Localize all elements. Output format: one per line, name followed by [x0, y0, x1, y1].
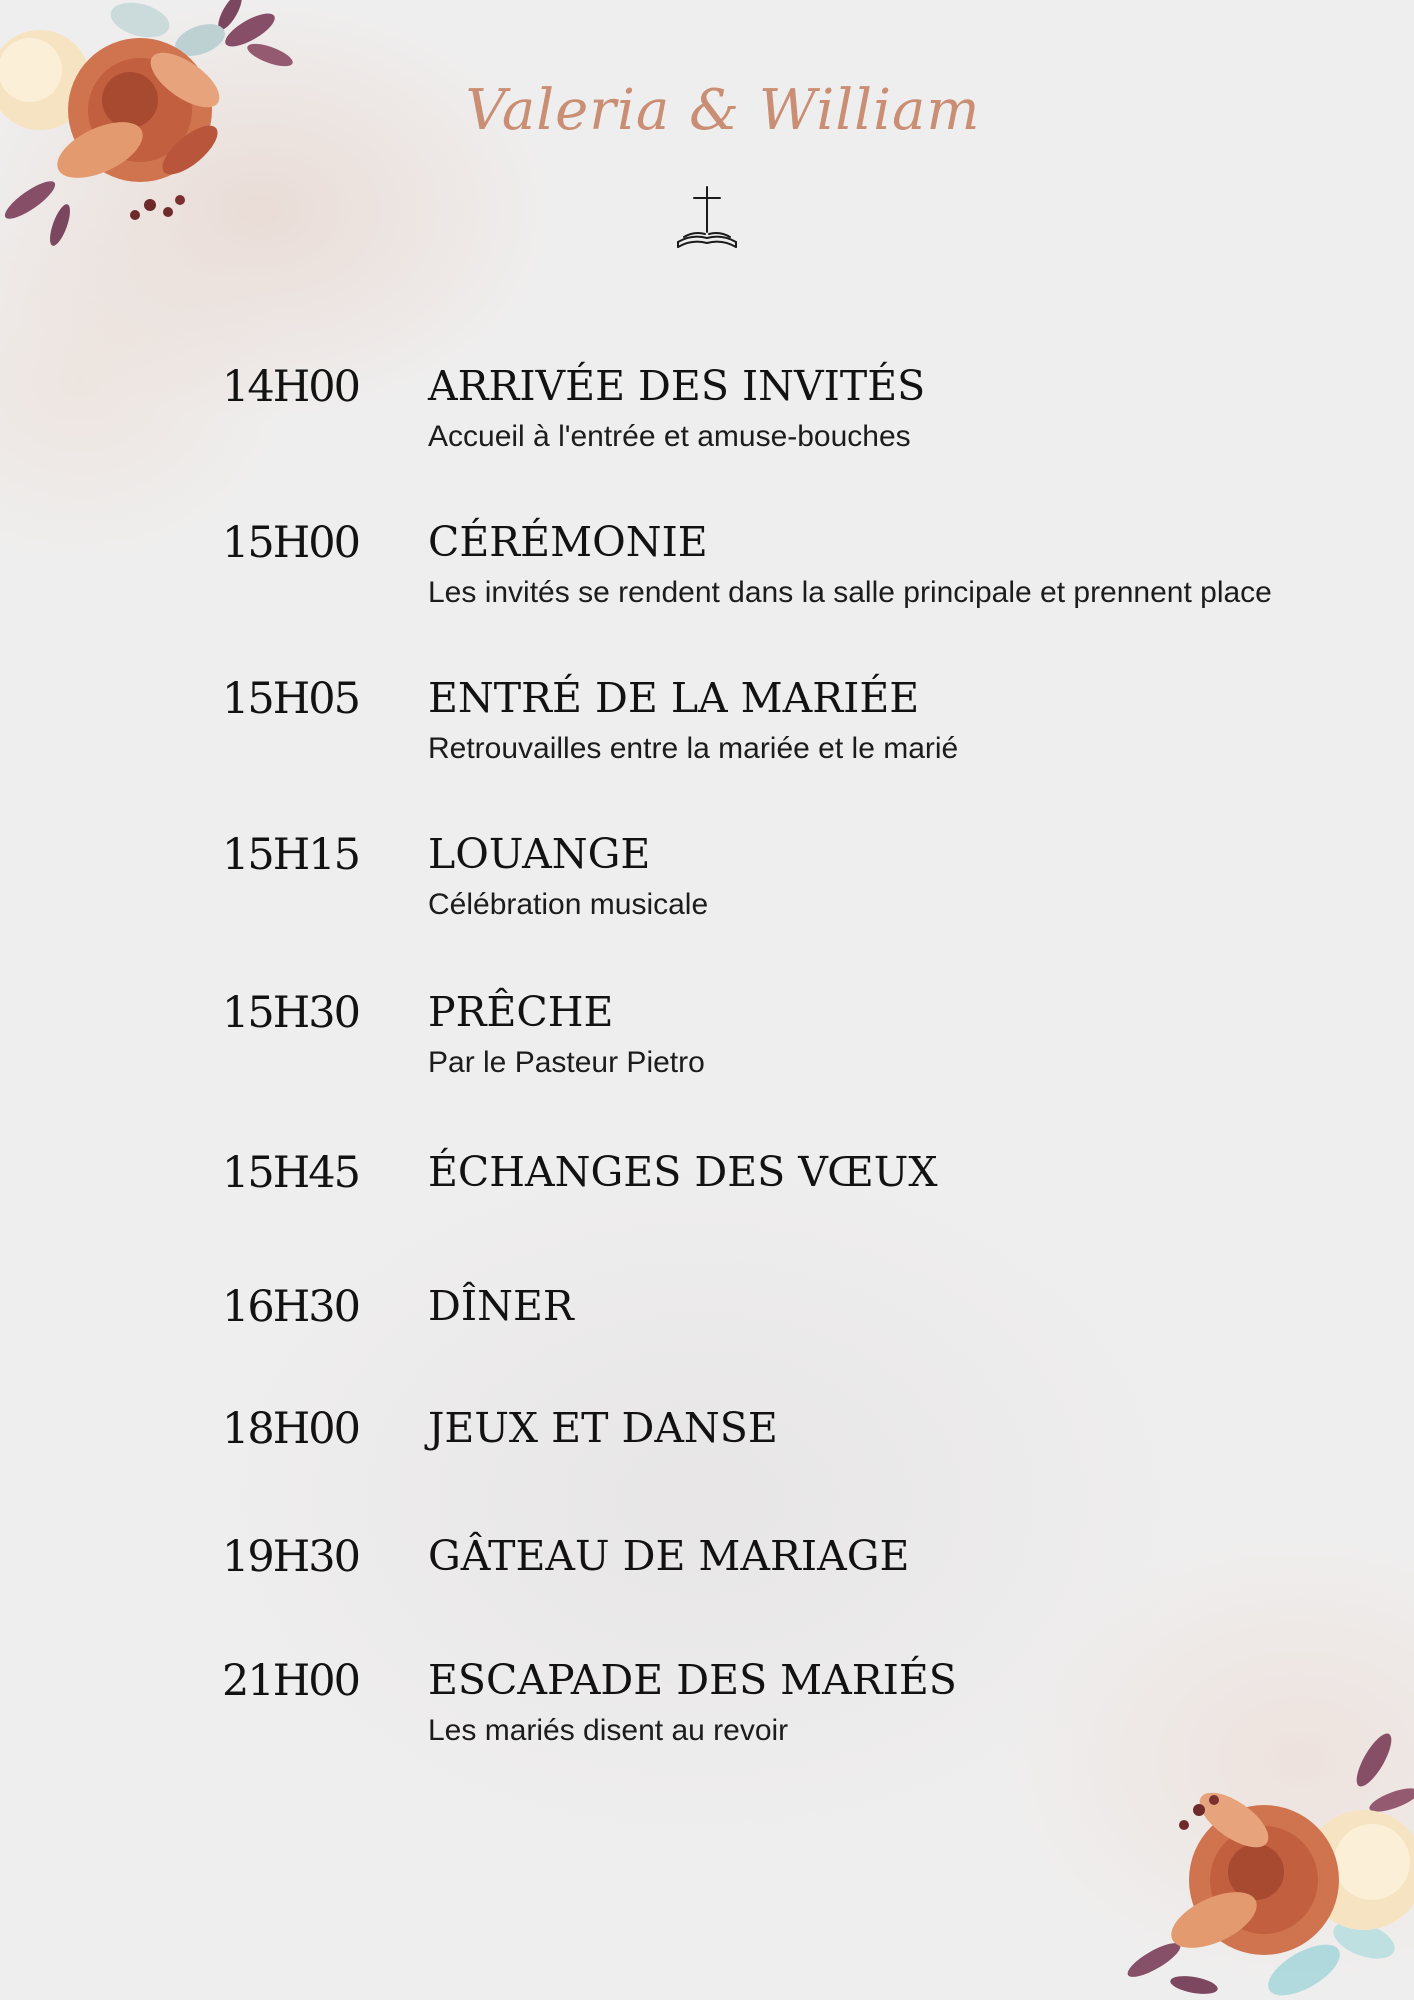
- event-title: GÂTEAU DE MARIAGE: [428, 1532, 910, 1580]
- event-time: 16H30: [222, 1282, 359, 1332]
- event-time: 15H00: [222, 518, 359, 568]
- event-time: 15H15: [222, 830, 359, 880]
- cross-book-icon: [674, 184, 740, 248]
- event-description: Les invités se rendent dans la salle principale et prennent place: [428, 576, 1272, 609]
- event-description: Célébration musicale: [428, 888, 709, 921]
- event-time: 15H05: [222, 674, 359, 724]
- event-title: PRÊCHE: [428, 988, 614, 1036]
- event-description: Par le Pasteur Pietro: [428, 1046, 705, 1079]
- event-time: 19H30: [222, 1532, 359, 1582]
- event-title: ENTRÉ DE LA MARIÉE: [428, 674, 920, 722]
- event-title: ARRIVÉE DES INVITÉS: [428, 362, 926, 410]
- couple-names-title: Valeria & William: [465, 78, 981, 143]
- event-title: ÉCHANGES DES VŒUX: [428, 1148, 938, 1196]
- event-title: ESCAPADE DES MARIÉS: [428, 1656, 957, 1704]
- event-title: CÉRÉMONIE: [428, 518, 708, 566]
- event-time: 14H00: [222, 362, 359, 412]
- event-time: 15H45: [222, 1148, 359, 1198]
- event-time: 15H30: [222, 988, 359, 1038]
- event-title: LOUANGE: [428, 830, 651, 878]
- event-description: Les mariés disent au revoir: [428, 1714, 789, 1747]
- event-time: 21H00: [222, 1656, 359, 1706]
- event-title: DÎNER: [428, 1282, 574, 1330]
- event-time: 18H00: [222, 1404, 359, 1454]
- event-description: Accueil à l'entrée et amuse-bouches: [428, 420, 911, 453]
- event-description: Retrouvailles entre la mariée et le marié: [428, 732, 959, 765]
- event-title: JEUX ET DANSE: [428, 1404, 778, 1452]
